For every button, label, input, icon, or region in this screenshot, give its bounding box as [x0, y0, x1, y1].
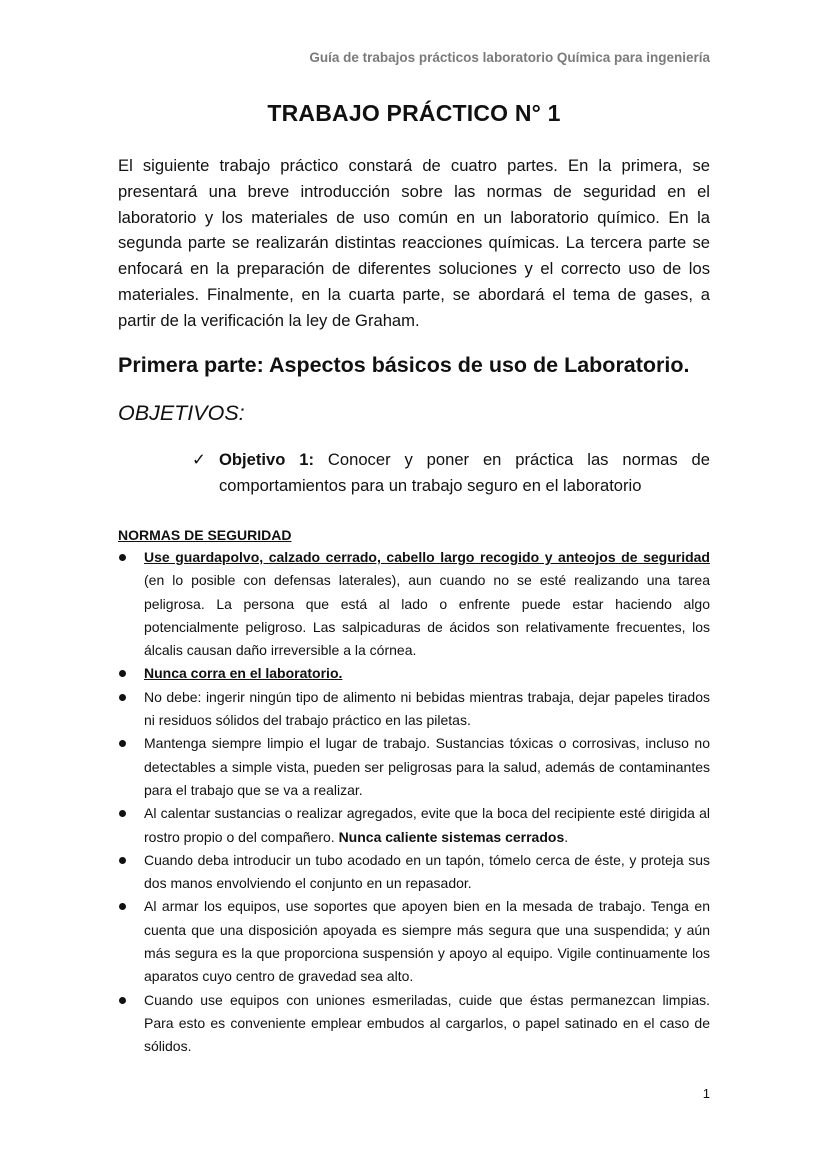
bullet-icon: [119, 554, 126, 561]
rule-text: Al calentar sustancias o realizar agregados, evite que la boca del recipiente esté dirigida al rostro propio o del compañero.: [144, 805, 710, 845]
section-heading: Primera parte: Aspectos básicos de uso de Laboratorio.: [118, 353, 690, 377]
running-header: Guía de trabajos prácticos laboratorio Química para ingeniería: [309, 50, 710, 65]
rule-text: No debe: ingerir ningún tipo de alimento ni bebidas mientras trabaja, dejar papeles tirados ni residuos sólidos del trabajo práctico en las piletas.: [144, 688, 710, 729]
safety-rule: [118, 895, 710, 988]
objective-item: [192, 447, 710, 499]
rule-emphasis: Nunca corra en el laboratorio.: [144, 665, 343, 682]
rule-text: Cuando use equipos con uniones esmeriladas, cuide que éstas permanezcan limpias. Para esto es conveniente emplear embudos al cargarlos, o papel satinado en el caso de sólidos.: [144, 991, 710, 1055]
objective-text: Conocer y poner en práctica las normas de comportamientos para un trabajo seguro en el laboratorio: [219, 450, 710, 495]
safety-rule: [118, 989, 710, 1059]
bullet-icon: [119, 810, 126, 817]
safety-rule: [118, 546, 710, 662]
bullet-icon: [119, 997, 126, 1004]
bullet-icon: [119, 670, 126, 677]
rule-text: Cuando deba introducir un tubo acodado en un tapón, tómelo cerca de éste, y proteja sus dos manos envolviendo el conjunto en un repasador.: [144, 851, 710, 892]
safety-norms-heading: NORMAS DE SEGURIDAD: [118, 527, 292, 543]
rule-text: Mantenga siempre limpio el lugar de trabajo. Sustancias tóxicas o corrosivas, incluso no detectables a simple vista, pueden ser peligrosas para la salud, además de contaminantes para el trabajo que se va a realizar.: [144, 735, 710, 798]
safety-rules-list: [118, 546, 710, 1059]
bullet-icon: [119, 740, 126, 747]
objective-label: Objetivo 1:: [219, 450, 315, 469]
safety-rule: [118, 849, 710, 896]
intro-paragraph: El siguiente trabajo práctico constará de cuatro partes. En la primera, se presentará una breve introducción sobre las normas de seguridad en el laboratorio y los materiales de uso común en un laboratorio químico. En la segunda parte se realizarán distintas reacciones químicas. La tercera parte se enfocará en la preparación de diferentes soluciones y el correcto uso de los materiales. Finalmente, en la cuarta parte, se abordará el tema de gases, a partir de la verificación la ley de Graham.: [118, 156, 710, 330]
checkmark-icon: ✓: [192, 450, 206, 469]
objectives-heading: OBJETIVOS:: [118, 401, 245, 425]
rule-emphasis: Use guardapolvo, calzado cerrado, cabello largo recogido y anteojos de seguridad: [144, 549, 710, 565]
bullet-icon: [119, 857, 126, 864]
safety-rule: [118, 802, 710, 849]
safety-rule: [118, 732, 710, 802]
safety-rule: [118, 686, 710, 733]
bullet-icon: [119, 903, 126, 910]
safety-rule: [118, 662, 710, 685]
rule-text-end: .: [564, 828, 569, 845]
page-number: 1: [702, 1086, 710, 1101]
rule-emphasis: Nunca caliente sistemas cerrados: [338, 828, 565, 845]
bullet-icon: [119, 694, 126, 701]
page-title: TRABAJO PRÁCTICO N° 1: [267, 100, 561, 126]
objective-text-block: [219, 447, 710, 499]
rule-text: (en lo posible con defensas laterales), aun cuando no se esté realizando una tarea peligrosa. La persona que está al lado o enfrente puede estar haciendo algo potencialmente peligroso. Las salpicaduras de ácidos son relativamente frecuentes, los álcalis causan daño irreversible a la córnea.: [144, 572, 710, 659]
rule-text: Al armar los equipos, use soportes que apoyen bien en la mesada de trabajo. Tenga en cuenta que una disposición apoyada es siempre más segura que una suspendida; y aún más segura es la que proporciona suspensión y apoyo al equipo. Vigile continuamente los aparatos cuyo centro de gravedad sea alto.: [144, 898, 710, 985]
